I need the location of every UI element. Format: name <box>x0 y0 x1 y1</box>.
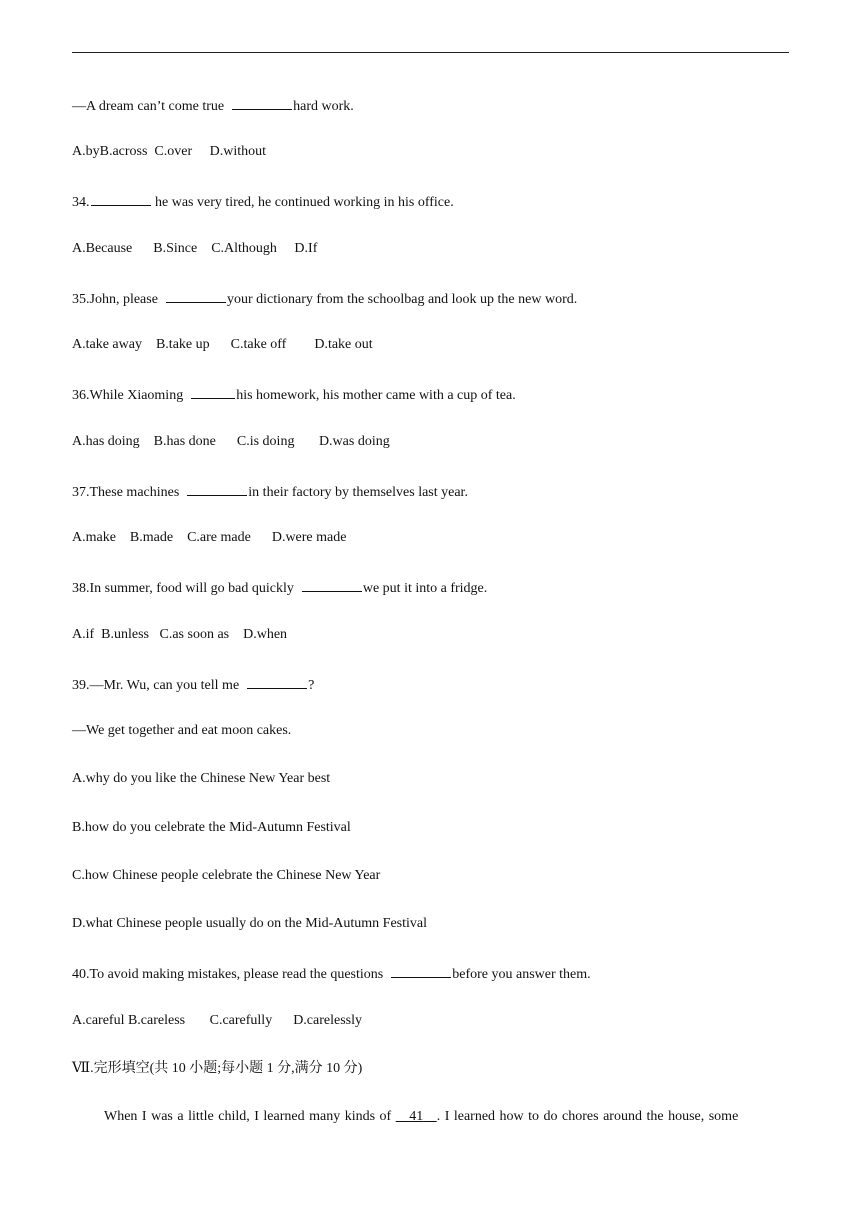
question-35-stem <box>72 288 577 309</box>
question-39-reply: —We get together and eat moon cakes. <box>72 723 292 738</box>
question-36-options: A.has doing B.has done C.is doing D.was doing <box>72 434 390 449</box>
answer-blank <box>247 674 307 689</box>
question-37-stem <box>72 481 468 502</box>
question-34-stem <box>72 191 454 212</box>
question-38-stem <box>72 577 487 598</box>
answer-blank <box>391 963 451 978</box>
text: 35.John, please <box>72 292 158 307</box>
question-40-stem <box>72 963 591 984</box>
text: 34. <box>72 195 90 210</box>
question-40-options: A.careful B.careless C.carefully D.carelessly <box>72 1013 362 1028</box>
question-39-option-b: B.how do you celebrate the Mid-Autumn Festival <box>72 820 351 835</box>
question-39-option-d: D.what Chinese people usually do on the Mid-Autumn Festival <box>72 916 428 931</box>
text: hard work. <box>293 99 354 114</box>
question-34-options: A.Because B.Since C.Although D.If <box>72 241 318 256</box>
question-39-option-c: C.how Chinese people celebrate the Chinese New Year <box>72 868 381 883</box>
question-38-options: A.if B.unless C.as soon as D.when <box>72 627 288 642</box>
question-39-stem <box>72 674 314 695</box>
cloze-blank-number: 41 <box>409 1109 424 1124</box>
question-39-option-a: A.why do you like the Chinese New Year best <box>72 771 331 786</box>
question-33-stem <box>72 95 354 116</box>
text: before you answer them. <box>452 967 591 982</box>
text: When I was a little child, I learned many kinds of <box>104 1109 392 1124</box>
text: 36.While Xiaoming <box>72 388 184 403</box>
text: . I learned how to do chores around the house, some <box>436 1109 739 1124</box>
question-37-options: A.make B.made C.are made D.were made <box>72 530 347 545</box>
question-33-options: A.byB.across C.over D.without <box>72 144 267 159</box>
section-heading: Ⅶ.完形填空(共 10 小题;每小题 1 分,满分 10 分) <box>72 1061 363 1076</box>
text: 37.These machines <box>72 485 180 500</box>
cloze-passage <box>104 1108 788 1126</box>
text: 38.In summer, food will go bad quickly <box>72 581 294 596</box>
text: —A dream can’t come true <box>72 99 225 114</box>
text: ? <box>308 678 315 693</box>
cloze-blank-41 <box>396 1109 437 1124</box>
answer-blank <box>187 481 247 496</box>
answer-blank <box>232 95 292 110</box>
text: he was very tired, he continued working in his office. <box>151 195 454 210</box>
text: 40.To avoid making mistakes, please read the questions <box>72 967 384 982</box>
answer-blank <box>302 577 362 592</box>
text: we put it into a fridge. <box>362 581 488 596</box>
header-rule <box>72 52 789 53</box>
question-35-options: A.take away B.take up C.take off D.take out <box>72 337 373 352</box>
text: his homework, his mother came with a cup of tea. <box>236 388 516 403</box>
answer-blank <box>166 288 226 303</box>
text: in their factory by themselves last year. <box>248 485 468 500</box>
answer-blank <box>191 384 235 399</box>
answer-blank <box>91 191 151 206</box>
question-36-stem <box>72 384 516 405</box>
text: 39.—Mr. Wu, can you tell me <box>72 678 240 693</box>
text: your dictionary from the schoolbag and look up the new word. <box>226 292 578 307</box>
